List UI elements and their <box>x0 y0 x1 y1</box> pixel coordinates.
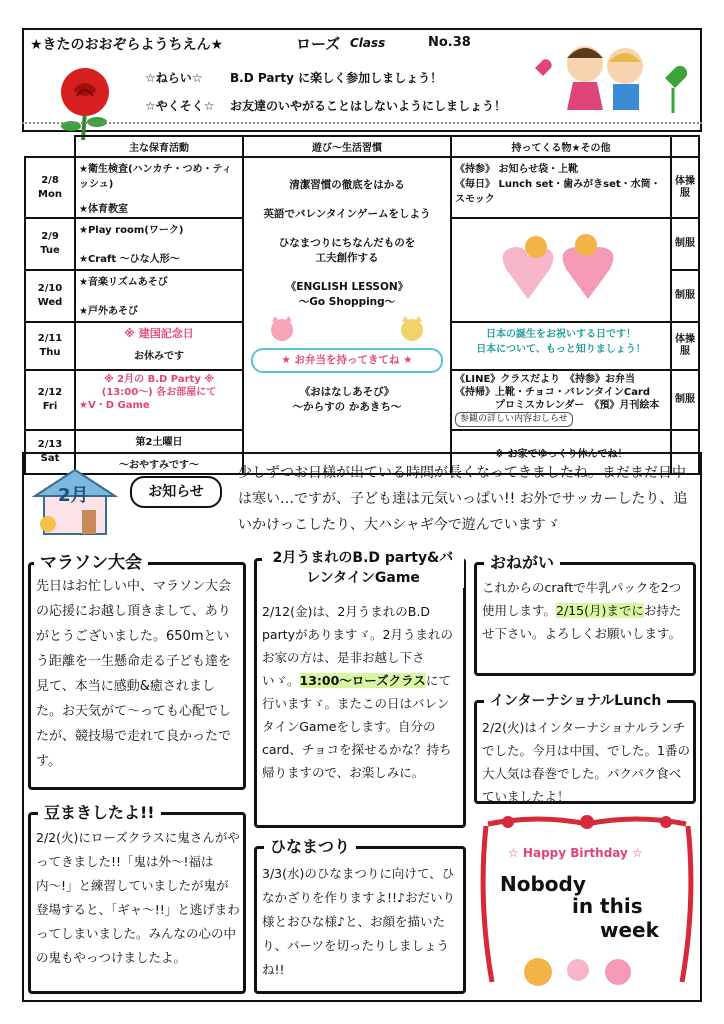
play-item: 《おはなしあそび》 <box>299 386 395 398</box>
belonging: 日本の誕生をお祝いする日です！ <box>486 329 636 340</box>
birthday-line-2: in this <box>572 894 643 918</box>
bears-hearts-icon <box>486 229 636 309</box>
table-row <box>25 157 699 218</box>
belonging: 参観の詳しい内容おしらせ <box>455 412 573 427</box>
date: 2/10 <box>37 283 63 294</box>
activity-cell <box>75 157 243 218</box>
activity: ★Play room(ワーク) <box>79 225 184 236</box>
col-activities-header: 主な保育活動 <box>75 136 243 157</box>
birthday-banner: ☆ Happy Birthday ☆ <box>508 846 643 860</box>
weekday: Mon <box>38 188 62 200</box>
play-item: 清潔習慣の徹底をはかる <box>289 179 405 191</box>
request-text-a: これからのcraftで牛乳パックを2つ使用します。 <box>482 580 682 618</box>
belonging: 《持帰》上靴・チョコ・バレンタインCard <box>455 387 651 398</box>
date: 2/13 <box>37 439 63 450</box>
aim-text: B.D Party に楽しく参加しましょう！ <box>230 71 443 85</box>
hearts-illustration-cell <box>451 218 671 322</box>
day-cell <box>25 157 75 218</box>
corner-cell <box>25 136 75 157</box>
weekday: Wed <box>37 297 63 308</box>
uniform-cell: 制服 <box>671 270 699 322</box>
belongings-cell <box>451 370 671 430</box>
bento-notice: ★ お弁当を持ってきてね ★ <box>251 348 443 373</box>
setsubun-title: 豆まきしたよ!! <box>38 800 161 823</box>
rose-icon <box>45 62 125 146</box>
activity: ★衛生検査(ハンカチ・つめ・ティッシュ) <box>79 164 232 190</box>
date: 2/8 <box>41 174 59 186</box>
lunch-text: 2/2(火)はインターナショナルランチでした。今月は中国、でした。1番の大人気は春巻でした。パクパク食べていましたよ！ <box>482 720 690 804</box>
belongings-cell <box>451 157 671 218</box>
bdparty-title: 2月うまれのB.D party&バレンタインGame <box>262 548 464 588</box>
day-cell <box>25 270 75 322</box>
children-illustration <box>525 38 695 122</box>
activity: 第2土曜日 <box>135 437 183 448</box>
house-label: 2月 <box>58 485 89 506</box>
bdparty-highlight: 13:00～ローズクラス <box>299 673 426 688</box>
setsubun-text: 2/2(火)にローズクラスに鬼さんがやってきました!!「鬼は外〜!福は内〜!」と練習していましたが鬼が登場すると、「ギャ〜!!」と逃げまわってしまいました。みんなの心の中の鬼もやっつけましたよ。 <box>36 830 240 965</box>
request-text-b: お持たせ下さい。よろしくお願いします。 <box>482 603 682 641</box>
notice-title: お知らせ <box>130 476 222 508</box>
hina-title: ひなまつり <box>264 834 356 857</box>
belongings-cell <box>451 322 671 370</box>
play-item: 《ENGLISH LESSON》 <box>285 281 409 293</box>
col-belongings-header: 持ってくる物★その他 <box>451 136 671 157</box>
schedule-header-row <box>25 136 699 157</box>
aim-label: ☆ねらい☆ <box>145 71 203 85</box>
activity: ★V・D Game <box>79 400 150 411</box>
play-item: ～Go Shopping～ <box>298 296 396 308</box>
activity: お休みです <box>134 351 184 362</box>
play-item: 工夫創作する <box>315 252 379 264</box>
activity: ※ 2月の B.D Party ※ <box>103 374 215 385</box>
belonging: 《持参》 お知らせ袋・上靴 <box>455 164 579 175</box>
weekday: Sat <box>40 453 60 464</box>
activity-cell <box>75 370 243 430</box>
bdparty-text-b: にて行いますゞ。またこの日はバレンタインGameをします。自分のcard、チョコを探せるかな？持ち帰りますので、お楽しみに。 <box>262 673 452 780</box>
request-highlight: 2/15(月)までに <box>556 603 644 618</box>
belonging: プロミスカレンダー 《預》月刊絵本 <box>495 400 660 411</box>
birthday-line-1: Nobody <box>500 872 586 896</box>
marathon-title: マラソン大会 <box>34 548 148 573</box>
marathon-text: 先日はお忙しい中、マラソン大会の応援にお越し頂きまして、ありがとうございました。650mという距離を一生懸命走る子ども達を見て、本当に感動&癒されました。お天気がて〜っても心配でしたが、競技場で走れて良かったです。 <box>36 579 232 769</box>
belonging: 日本について、もっと知りましょう！ <box>476 344 646 355</box>
issue-number: No.38 <box>428 35 471 50</box>
belonging: 《毎日》 Lunch set・歯みがきset・水筒・スモック <box>455 179 661 205</box>
activity: ★Craft ～ひな人形～ <box>79 254 180 265</box>
uniform-header <box>671 136 699 157</box>
lunch-title: インターナショナルLunch <box>484 690 667 710</box>
school-name: ★きたのおおぞらようちえん★ <box>30 37 224 53</box>
notice-text: 少しずつお日様が出ている時間が長くなってきましたね。まだまだ日中は寒い…ですが、子ども達は元気いっぱい!! お外でサッカーしたり、追いかけっこしたり、大ハシャギ今で遊んでいますゞ <box>238 465 688 533</box>
activity: ※ 建国記念日 <box>124 327 194 340</box>
date: 2/9 <box>41 231 59 242</box>
uniform-cell: 体操服 <box>671 322 699 370</box>
activity: (13:00～) 各お部屋にて <box>101 387 217 398</box>
bdparty-text <box>262 600 460 784</box>
day-cell <box>25 322 75 370</box>
uniform-cell: 体操服 <box>671 157 699 218</box>
birthday-line-3: week <box>600 918 659 942</box>
date: 2/11 <box>37 333 63 344</box>
belonging: ※ お家でゆっくり休んでね！ <box>494 448 628 460</box>
class-word: Class <box>350 36 386 50</box>
promise-label: ☆やくそく☆ <box>145 99 215 113</box>
cat-faces-illustration <box>247 316 447 342</box>
date: 2/12 <box>37 387 63 398</box>
activity-cell <box>75 270 243 322</box>
day-cell <box>25 370 75 430</box>
play-item: ～からすの かあきち～ <box>292 401 402 413</box>
play-item: 英語でバレンタインゲームをしよう <box>263 208 431 220</box>
class-name: ローズ <box>296 35 341 53</box>
play-item: ひなまつりにちなんだものを <box>278 237 416 249</box>
activity: ★音楽リズムあそび <box>79 277 168 288</box>
request-title: おねがい <box>484 550 560 573</box>
activity: ★戸外あそび <box>79 306 138 317</box>
schedule-table <box>24 135 700 475</box>
activity-cell <box>75 218 243 270</box>
hina-text: 3/3(水)のひなまつりに向けて、ひなかざりを作りますよ!!♪おだいり様とおひな様♪と、お顔を描いたり、パーツを切ったりしましょうね!! <box>262 866 455 977</box>
activity-cell <box>75 322 243 370</box>
weekday: Tue <box>40 245 60 256</box>
bdparty-text-a: 2/12(金)は、2月うまれのB.D partyがありますゞ。2月うまれのお家の方は、是非お越し下さいゞ。 <box>262 604 453 688</box>
promise-text: お友達のいやがることはしないようにしましょう！ <box>230 99 507 113</box>
weekday: Thu <box>39 347 61 358</box>
activity: ～おやすみです～ <box>119 460 199 471</box>
col-play-header: 遊び～生活習慣 <box>243 136 451 157</box>
weekday: Fri <box>42 401 58 412</box>
day-cell <box>25 218 75 270</box>
header-divider <box>22 122 702 124</box>
activity: ★体育教室 <box>79 204 128 215</box>
belonging: 《LINE》クラスだより 《持参》お弁当 <box>455 374 635 385</box>
uniform-cell: 制服 <box>671 370 699 430</box>
request-text <box>482 576 690 645</box>
uniform-cell: 制服 <box>671 218 699 270</box>
play-cell <box>243 157 451 474</box>
